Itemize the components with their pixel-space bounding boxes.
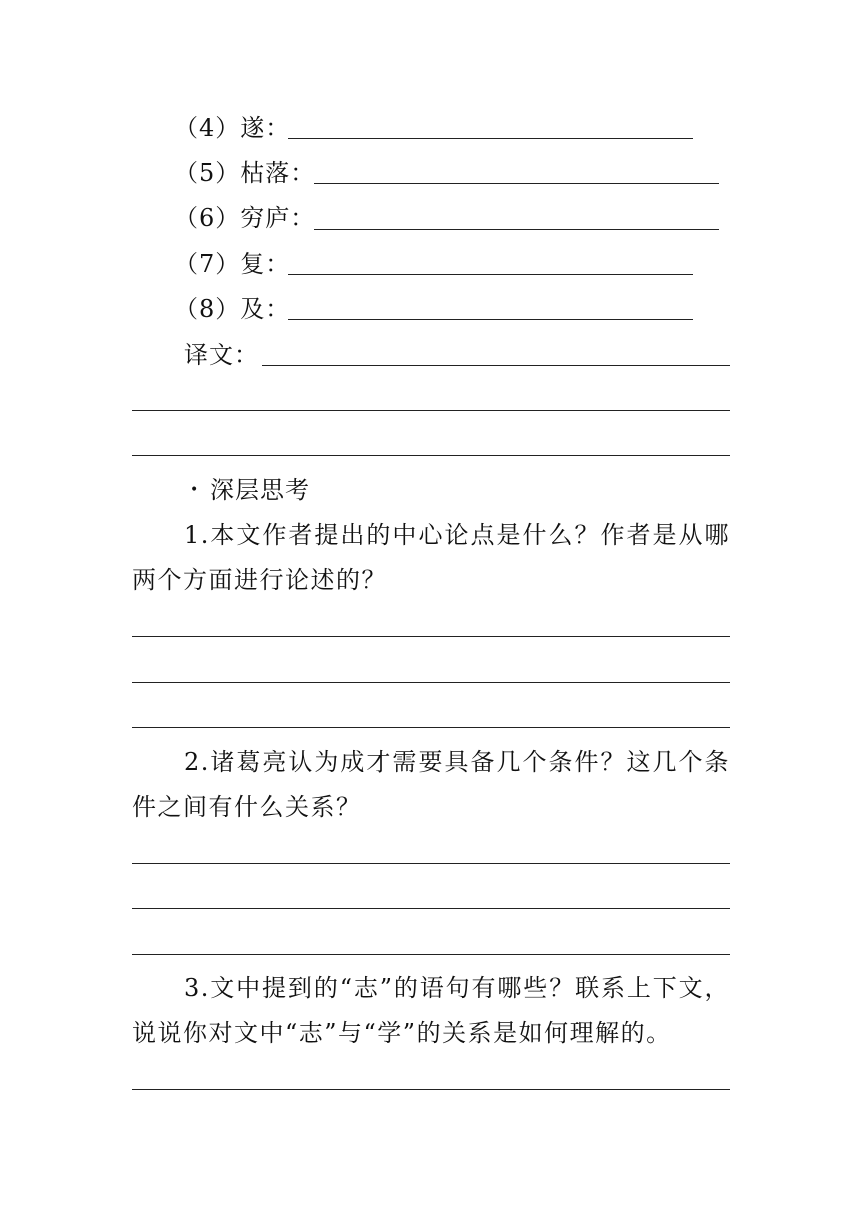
question-3: 3.文中提到的“志”的语句有哪些？联系上下文，说说你对文中“志”与“学”的关系是如何理解的。 (132, 974, 730, 1047)
section-title: 深层思考 (210, 476, 310, 504)
answer-line-translation-3[interactable] (132, 455, 730, 456)
answer-line-q2-1[interactable] (132, 863, 730, 864)
answer-line-vocab-6[interactable] (314, 229, 719, 230)
answer-line-q2-3[interactable] (132, 954, 730, 955)
vocab-label-7: （7）复： (174, 250, 291, 278)
answer-line-vocab-4[interactable] (288, 138, 693, 139)
answer-line-vocab-8[interactable] (288, 319, 693, 320)
section-bullet: • (190, 482, 199, 498)
answer-line-q1-1[interactable] (132, 636, 730, 637)
answer-line-q2-2[interactable] (132, 908, 730, 909)
answer-line-q1-2[interactable] (132, 682, 730, 683)
vocab-label-5: （5）枯落： (174, 159, 316, 187)
answer-line-vocab-7[interactable] (288, 274, 693, 275)
answer-line-q1-3[interactable] (132, 727, 730, 728)
answer-line-translation-1[interactable] (262, 365, 730, 366)
vocab-label-4: （4）遂： (174, 114, 291, 142)
answer-line-vocab-5[interactable] (314, 183, 719, 184)
question-1: 1.本文作者提出的中心论点是什么？作者是从哪两个方面进行论述的？ (132, 521, 730, 594)
answer-line-translation-2[interactable] (132, 410, 730, 411)
answer-line-q3-1[interactable] (132, 1089, 730, 1090)
translation-label: 译文： (184, 341, 259, 369)
question-2: 2.诸葛亮认为成才需要具备几个条件？这几个条件之间有什么关系？ (132, 748, 730, 821)
vocab-label-6: （6）穷庐： (174, 204, 316, 232)
vocab-label-8: （8）及： (174, 295, 291, 323)
